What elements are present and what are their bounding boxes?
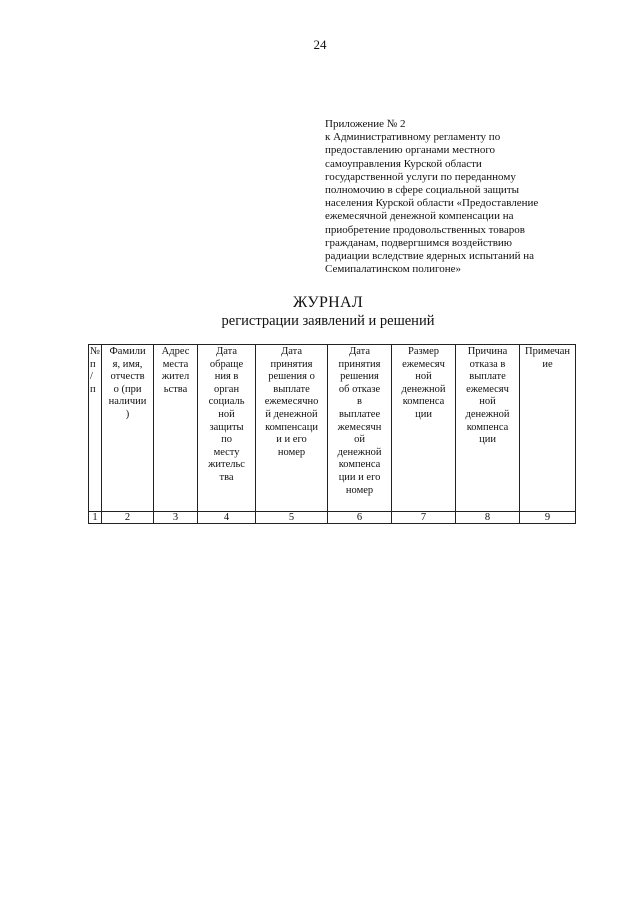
header-text-line: Дата: [349, 346, 370, 357]
appendix-line: Семипалатинском полигоне»: [325, 263, 462, 276]
header-text-line: выплате: [273, 383, 310, 395]
column-number-cell: 4: [198, 512, 256, 524]
journal-title: ЖУРНАЛ: [292, 294, 364, 311]
column-number-cell: 9: [520, 512, 576, 524]
header-text-line: об отказе: [338, 383, 381, 395]
appendix-line: полномочию в сфере социальной защиты: [325, 184, 520, 197]
header-text-line: №: [90, 346, 101, 357]
header-text-line: ежемесяч: [466, 383, 509, 395]
header-text-line: выплате: [469, 371, 506, 383]
header-text-line: ции: [479, 434, 496, 446]
header-text-line: компенса: [402, 396, 445, 408]
header-text-line: Причина: [467, 346, 508, 357]
column-number-cell: 3: [154, 512, 198, 524]
header-text-line: отказа в: [469, 358, 506, 370]
registration-table: [88, 344, 576, 524]
column-number-cell: 8: [456, 512, 520, 524]
column-number-cell: 5: [256, 512, 328, 524]
appendix-line: приобретение продовольственных товаров: [325, 223, 525, 236]
header-cell-refusal-reason: [456, 345, 520, 512]
header-text-line: ): [125, 408, 130, 420]
header-text-line: ной: [415, 371, 432, 383]
header-text-line: обраще: [209, 358, 244, 370]
journal-subtitle: регистрации заявлений и решений: [221, 313, 435, 329]
header-text-line: /: [90, 371, 93, 383]
header-text-line: ной: [218, 408, 235, 420]
header-text-line: денежной: [465, 408, 510, 420]
header-cell-address: [154, 345, 198, 512]
header-text-line: ции и его: [338, 471, 381, 483]
appendix-line: гражданам, подвергшимся воздействию: [325, 236, 513, 249]
header-cell-approval-date: [256, 345, 328, 512]
header-text-line: номер: [345, 484, 374, 496]
appendix-line: самоуправления Курской области: [325, 157, 482, 170]
header-text-line: защиты: [209, 421, 244, 433]
header-text-line: тва: [219, 471, 234, 483]
appendix-line: предоставлению органами местного: [325, 144, 496, 157]
header-cell-application-date: [198, 345, 256, 512]
header-text-line: п: [90, 383, 96, 395]
header-text-line: денежной: [337, 446, 382, 458]
appendix-line: радиации вследствие ядерных испытаний на: [325, 250, 535, 263]
page-number: 24: [313, 37, 327, 52]
header-text-line: Адрес: [161, 346, 190, 357]
header-text-line: Дата: [281, 346, 302, 357]
header-text-line: Примечан: [525, 346, 571, 357]
appendix-line: населения Курской области «Предоставление: [325, 197, 539, 210]
header-cell-compensation-amount: [392, 345, 456, 512]
header-text-line: ции: [415, 408, 432, 420]
header-text-line: Размер: [408, 346, 440, 357]
table-header-row: [89, 345, 576, 512]
column-number-cell: 7: [392, 512, 456, 524]
column-number-cell: 2: [102, 512, 154, 524]
header-text-line: номер: [277, 446, 306, 458]
header-cell-refusal-date: [328, 345, 392, 512]
header-text-line: ие: [542, 358, 553, 370]
header-text-line: жител: [161, 371, 190, 383]
header-text-line: отчеств: [110, 371, 145, 383]
header-text-line: принятия: [338, 358, 381, 370]
appendix-line: ежемесячной денежной компенсации на: [325, 210, 514, 223]
header-text-line: решения: [340, 371, 379, 383]
appendix-line: к Административному регламенту по: [325, 131, 501, 144]
header-text-line: п: [90, 358, 96, 370]
appendix-note: [325, 118, 625, 276]
header-text-line: по: [221, 434, 232, 446]
header-text-line: решения о: [268, 371, 315, 383]
header-text-line: в: [357, 396, 363, 408]
header-text-line: й денежной: [265, 408, 318, 420]
header-text-line: ежемесячно: [264, 396, 319, 408]
header-text-line: ой: [354, 434, 365, 446]
header-cell-row-number: [89, 345, 102, 512]
column-number-cell: 1: [89, 512, 102, 524]
header-text-line: принятия: [270, 358, 313, 370]
header-cell-note: [520, 345, 576, 512]
column-number-cell: 6: [328, 512, 392, 524]
header-text-line: о (при: [113, 383, 142, 395]
header-text-line: ежемесяч: [402, 358, 445, 370]
header-text-line: компенса: [466, 421, 509, 433]
header-text-line: Дата: [216, 346, 237, 357]
header-cell-full-name: [102, 345, 154, 512]
header-text-line: я, имя,: [112, 358, 143, 370]
header-text-line: месту: [213, 446, 240, 458]
header-text-line: и и его: [276, 434, 307, 446]
header-text-line: ной: [479, 396, 496, 408]
header-text-line: ния в: [214, 371, 239, 383]
header-text-line: выплатее: [338, 408, 381, 420]
header-text-line: социаль: [208, 396, 245, 408]
appendix-line: государственной услуги по переданному: [325, 170, 516, 183]
header-text-line: места: [162, 358, 189, 370]
header-text-line: Фамили: [109, 346, 146, 357]
column-number-row: [89, 512, 576, 524]
header-text-line: компенсаци: [265, 421, 318, 433]
header-text-line: орган: [213, 383, 240, 395]
header-text-line: денежной: [401, 383, 446, 395]
header-text-line: жительс: [208, 459, 245, 471]
header-text-line: жемесячн: [337, 421, 382, 433]
header-text-line: наличии: [108, 396, 147, 408]
header-text-line: ьства: [163, 383, 188, 395]
appendix-line: Приложение № 2: [325, 118, 406, 130]
header-text-line: компенса: [338, 459, 381, 471]
